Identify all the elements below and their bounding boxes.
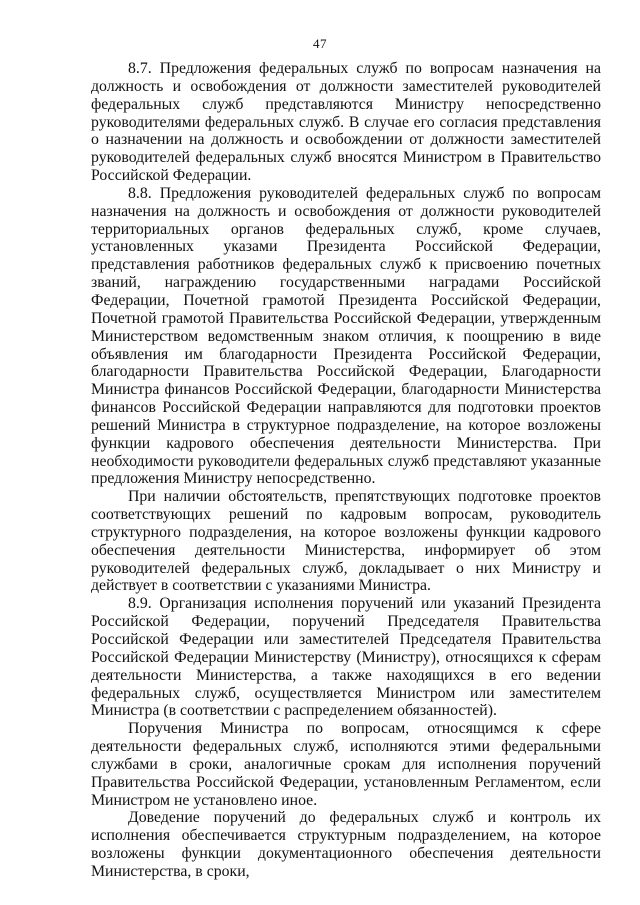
paragraph-8-7: 8.7. Предложения федеральных служб по вопросам назначения на должность и освобождения от должности заместителей руководителей федеральных служб представляются Министру непосредственно руководителями федеральных служб. В случае его согласия представления о назначении на должность и освобождении от должности заместителей руководителей федеральных служб вносятся Министром в Правительство Российской Федерации. xyxy=(91,60,601,185)
document-body xyxy=(91,60,601,881)
page-number: 47 xyxy=(313,36,327,51)
paragraph-8-8: 8.8. Предложения руководителей федеральных служб по вопросам назначения на должность и освобождения от должности руководителей территориальных органов федеральных служб, кроме случаев, установленных указами Президента Российской Федерации, представления работников федеральных служб к присвоению почетных званий, награждению государственными наградами Российской Федерации, Почетной грамотой Президента Российской Федерации, Почетной грамотой Правительства Российской Федерации, утвержденным Министерством ведомственным знаком отличия, к поощрению в виде объявления им благодарности Президента Российской Федерации, благодарности Правительства Российской Федерации, Благодарности Министра финансов Российской Федерации, благодарности Министерства финансов Российской Федерации направляются для подготовки проектов решений Министра в структурное подразделение, на которое возложены функции кадрового обеспечения деятельности Министерства. При необходимости руководители федеральных служб представляют указанные предложения Министру непосредственно. xyxy=(91,184,601,488)
paragraph-orders-delivery: Доведение поручений до федеральных служб и контроль их исполнения обеспечивается структурным подразделением, на которое возложены функции документационного обеспечения деятельности Министерства, в сроки, xyxy=(91,809,601,880)
paragraph-obstacles: При наличии обстоятельств, препятствующих подготовке проектов соответствующих решений по кадровым вопросам, руководитель структурного подразделения, на которое возложены функции кадрового обеспечения деятельности Министерства, информирует об этом руководителей федеральных служб, докладывает о них Министру и действует в соответствии с указаниями Министра. xyxy=(91,488,601,595)
paragraph-8-9: 8.9. Организация исполнения поручений или указаний Президента Российской Федерации, поручений Председателя Правительства Российской Федерации или заместителей Председателя Правительства Российской Федерации Министерству (Министру), относящихся к сферам деятельности Министерства, а также находящихся в его ведении федеральных служб, осуществляется Министром или заместителем Министра (в соответствии с распределением обязанностей). xyxy=(91,595,601,720)
paragraph-minister-orders: Поручения Министра по вопросам, относящимся к сфере деятельности федеральных служб, исполняются этими федеральными службами в сроки, аналогичные срокам для исполнения поручений Правительства Российской Федерации, установленным Регламентом, если Министром не установлено иное. xyxy=(91,720,601,809)
